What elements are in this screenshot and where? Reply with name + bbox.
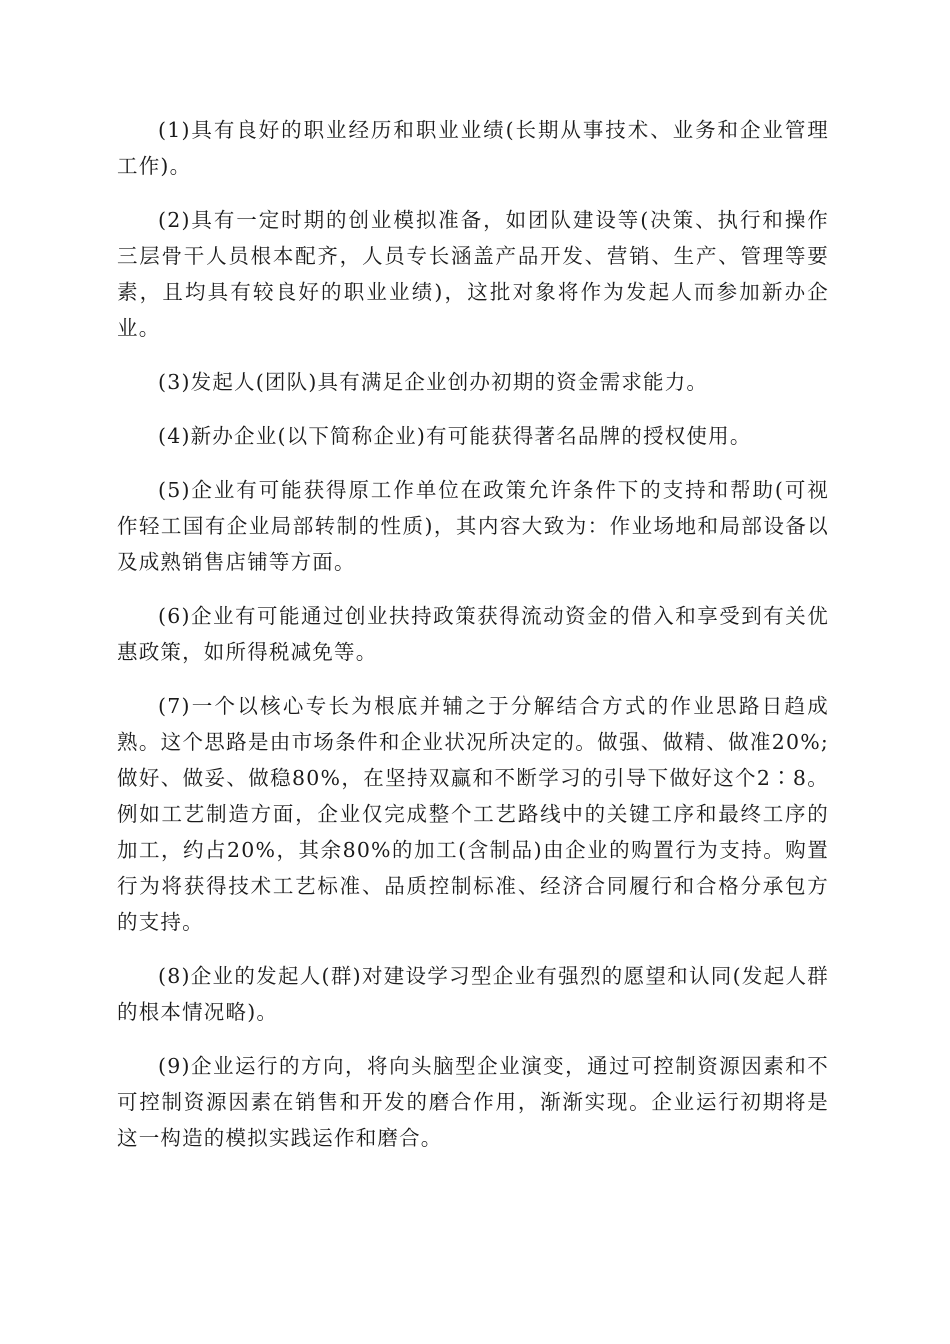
paragraph-4: (4)新办企业(以下简称企业)有可能获得著名品牌的授权使用。 xyxy=(158,424,752,448)
paragraph-8: (8)企业的发起人(群)对建设学习型企业有强烈的愿望和认同(发起人群的根本情况略)。 xyxy=(117,964,829,1024)
paragraph-7: (7)一个以核心专长为根底并辅之于分解结合方式的作业思路日趋成熟。这个思路是由市场条件和企业状况所决定的。做强、做精、做准20%;做好、做妥、做稳80%，在坚持双赢和不断学习的引导下做好这个2∶8。例如工艺制造方面，企业仅完成整个工艺路线中的关键工序和最终工序的加工，约占20%，其余80%的加工(含制品)由企业的购置行为支持。购置行为将获得技术工艺标准、品质控制标准、经济合同履行和合格分承包方的支持。 xyxy=(117,694,829,934)
paragraph-9: (9)企业运行的方向，将向头脑型企业演变，通过可控制资源因素和不可控制资源因素在销售和开发的磨合作用，渐渐实现。企业运行初期将是这一构造的模拟实践运作和磨合。 xyxy=(117,1054,829,1150)
paragraph-6: (6)企业有可能通过创业扶持政策获得流动资金的借入和享受到有关优惠政策，如所得税减免等。 xyxy=(117,604,829,664)
paragraph-5: (5)企业有可能获得原工作单位在政策允许条件下的支持和帮助(可视作轻工国有企业局部转制的性质)，其内容大致为：作业场地和局部设备以及成熟销售店铺等方面。 xyxy=(117,478,829,574)
paragraph-2: (2)具有一定时期的创业模拟准备，如团队建设等(决策、执行和操作三层骨干人员根本配齐，人员专长涵盖产品开发、营销、生产、管理等要素，且均具有较良好的职业业绩)，这批对象将作为发起人而参加新办企业。 xyxy=(117,208,829,340)
paragraph-3: (3)发起人(团队)具有满足企业创办初期的资金需求能力。 xyxy=(158,370,709,394)
document-body xyxy=(117,112,829,1174)
paragraph-1: (1)具有良好的职业经历和职业业绩(长期从事技术、业务和企业管理工作)。 xyxy=(117,118,829,178)
